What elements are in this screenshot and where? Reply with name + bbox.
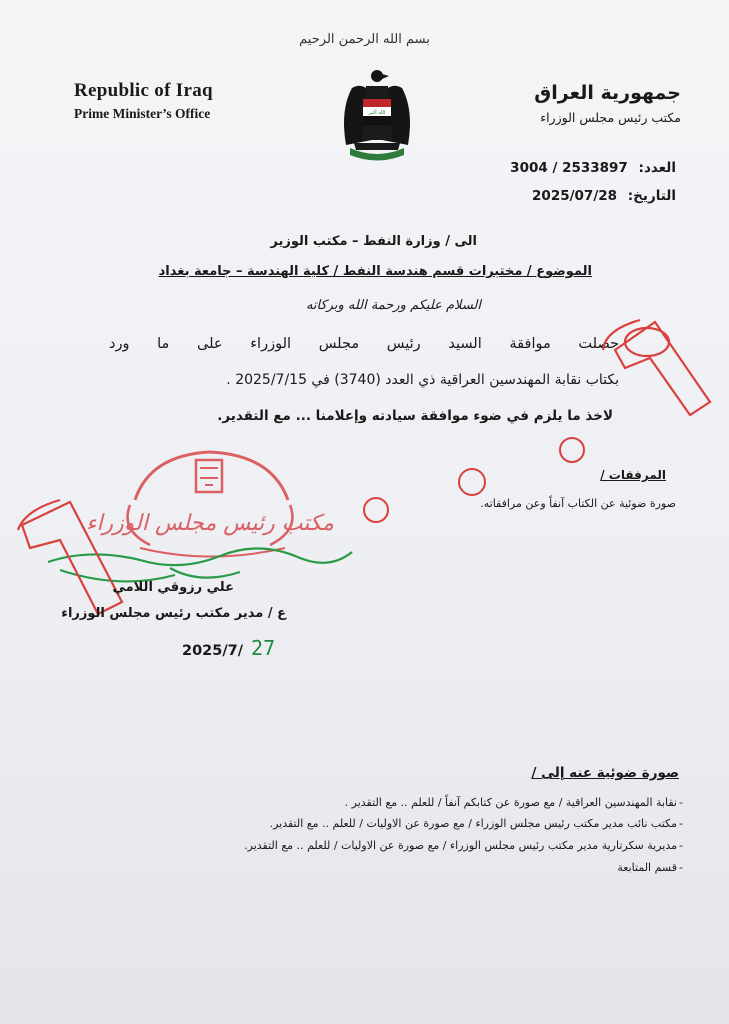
header-country-ar: جمهورية العراق: [534, 82, 681, 104]
copy-item: - مديرية سكرتارية مدير مكتب رئيس مجلس الوزراء / مع صورة عن الاوليات / للعلم .. مع التقدير.: [244, 839, 677, 852]
red-number-one-right: [603, 320, 710, 415]
copy-item: - قسم المتابعة: [617, 861, 677, 874]
body-line-1: حصلت موافقة السيد رئيس مجلس الوزراء على ما ورد: [109, 336, 619, 352]
green-signature: [48, 548, 352, 581]
number-label: العدد:: [638, 160, 676, 176]
signature-date-printed: 2025/7/: [182, 643, 244, 659]
copy-item: - نقابة المهندسين العراقية / مع صورة عن كتابكم آنفاً / للعلم .. مع التقدير .: [345, 796, 677, 809]
signatory-name: علي رزوقي اللامي: [112, 580, 234, 595]
red-circle-mark: [364, 498, 388, 522]
date-label: التاريخ:: [627, 188, 676, 204]
red-circle-mark: [560, 438, 584, 462]
signature-date: [182, 636, 275, 660]
header-office-ar: مكتب رئيس مجلس الوزراء: [540, 110, 681, 125]
emblem-script: الله أكبر: [368, 110, 386, 116]
body-line-3: لاخذ ما يلزم في ضوء موافقة سيادته وإعلامنا ... مع التقدير.: [217, 408, 613, 424]
stamp-text: مكتب رئيس مجلس الوزراء: [86, 511, 334, 536]
attachment-item: صورة ضوئية عن الكتاب آنفاً وعن مرافقاته.: [480, 497, 676, 510]
copy-item: - مكتب نائب مدير مكتب رئيس مجلس الوزراء / مع صورة عن الاوليات / للعلم .. مع التقدير.: [270, 817, 677, 830]
greeting-line: السلام عليكم ورحمة الله وبركاته: [305, 298, 481, 313]
bismillah-calligraphy: بسم الله الرحمن الرحيم: [299, 32, 430, 47]
official-stamp: [86, 452, 334, 557]
signature-date-handwritten: 27: [251, 636, 276, 660]
date-value: 2025/07/28: [532, 188, 618, 204]
stamp-emblem-icon: [196, 460, 222, 492]
header-office-en: Prime Minister’s Office: [74, 106, 211, 121]
number-value: 3004 / 2533897: [510, 160, 628, 176]
body-line-2: بكتاب نقابة المهندسين العراقية ذي العدد (3740) في 2025/7/15 .: [226, 372, 619, 388]
copies-heading: صورة ضوئية عنه إلى /: [531, 765, 679, 781]
header-country-en: Republic of Iraq: [74, 80, 213, 101]
red-circle-mark: [459, 469, 485, 495]
attachments-heading: المرفقات /: [600, 468, 666, 482]
recipient-line: الى / وزارة النفط – مكتب الوزير: [270, 234, 477, 249]
subject-line: الموضوع / مختبرات قسم هندسة النفط / كلية الهندسة – جامعة بغداد: [158, 264, 592, 279]
signatory-title: ع / مدير مكتب رئيس مجلس الوزراء: [61, 606, 286, 621]
